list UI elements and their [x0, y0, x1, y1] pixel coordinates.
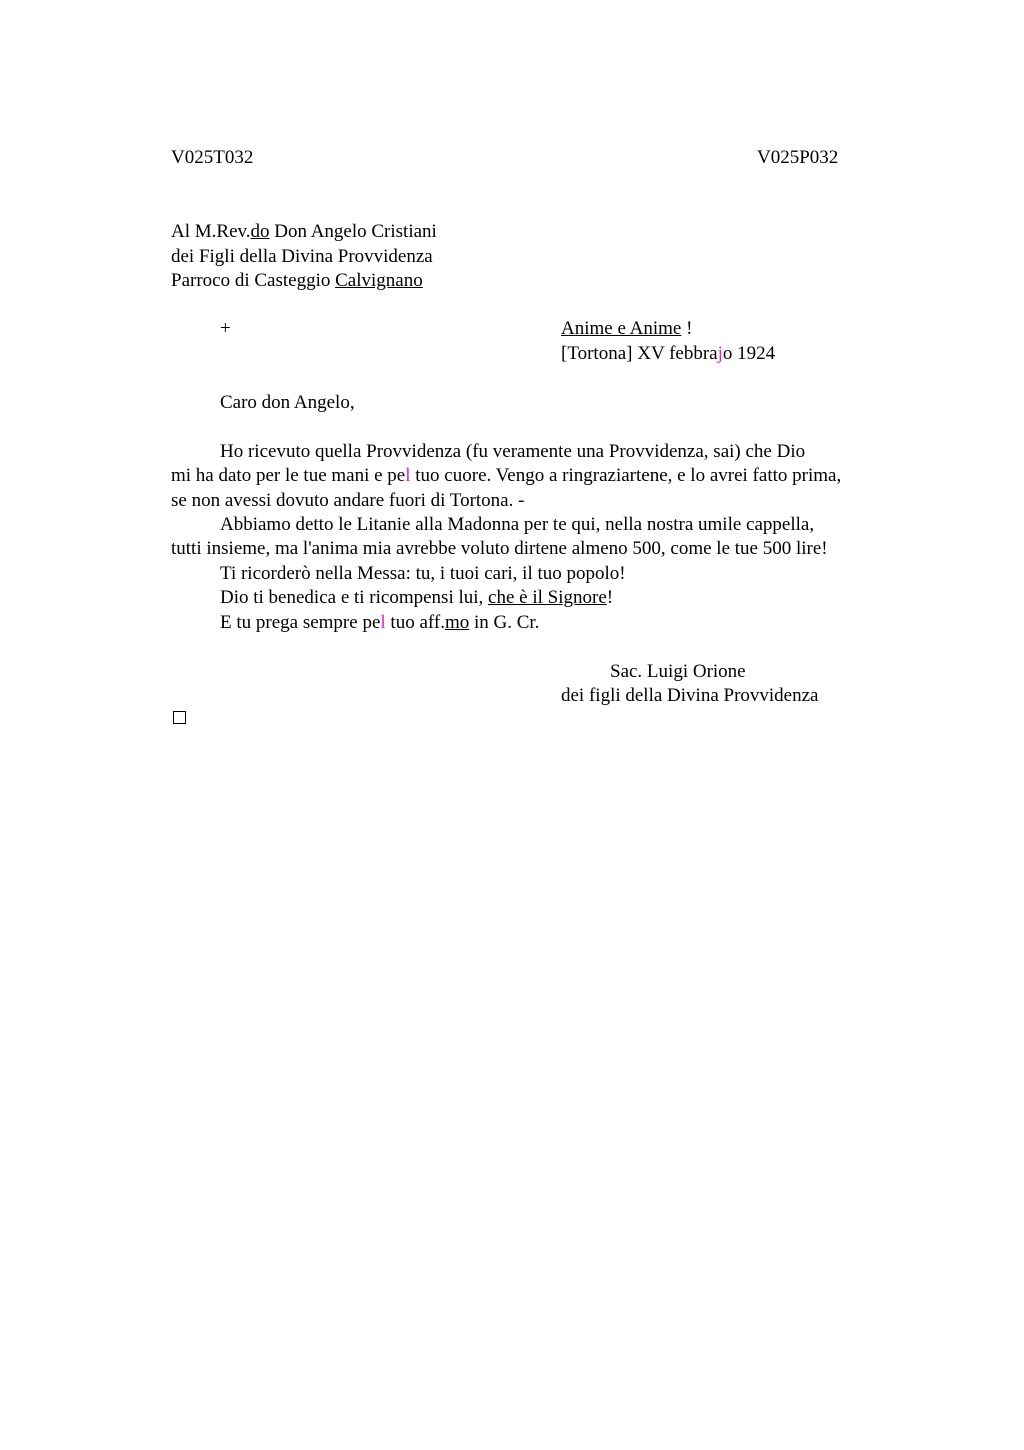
- cross-mark: +: [220, 318, 231, 339]
- body-line: se non avessi dovuto andare fuori di Tortona. -: [171, 490, 525, 511]
- document-code-left: V025T032: [171, 147, 254, 168]
- checkbox-icon: [173, 711, 186, 724]
- body-line: E tu prega sempre pel tuo aff.mo in G. Cr.: [220, 612, 540, 633]
- address-line-2: dei Figli della Divina Provvidenza: [171, 246, 433, 267]
- body-line: Dio ti benedica e ti ricompensi lui, che è il Signore!: [220, 587, 614, 608]
- signature-name: Sac. Luigi Orione: [610, 661, 746, 682]
- address-line-1: Al M.Rev.do Don Angelo Cristiani: [171, 221, 437, 242]
- body-line: tutti insieme, ma l'anima mia avrebbe voluto dirtene almeno 500, come le tue 500 lire!: [171, 538, 828, 559]
- signature-title: dei figli della Divina Provvidenza: [561, 685, 819, 706]
- date-highlight: j: [717, 343, 723, 364]
- body-line: Ho ricevuto quella Provvidenza (fu veramente una Provvidenza, sai) che Dio: [220, 441, 806, 462]
- body-line: mi ha dato per le tue mani e pel tuo cuore. Vengo a ringraziartene, e lo avrei fatto prima,: [171, 465, 842, 486]
- body-line: Abbiamo detto le Litanie alla Madonna per te qui, nella nostra umile cappella,: [220, 514, 815, 535]
- document-code-right: V025P032: [757, 147, 839, 168]
- letter-date: [Tortona] XV febbrajo 1924: [561, 343, 776, 364]
- address-line-3: Parroco di Casteggio Calvignano: [171, 270, 423, 291]
- salutation: Caro don Angelo,: [220, 392, 355, 413]
- body-line: Ti ricorderò nella Messa: tu, i tuoi cari, il tuo popolo!: [220, 563, 626, 584]
- motto: Anime e Anime !: [561, 318, 693, 339]
